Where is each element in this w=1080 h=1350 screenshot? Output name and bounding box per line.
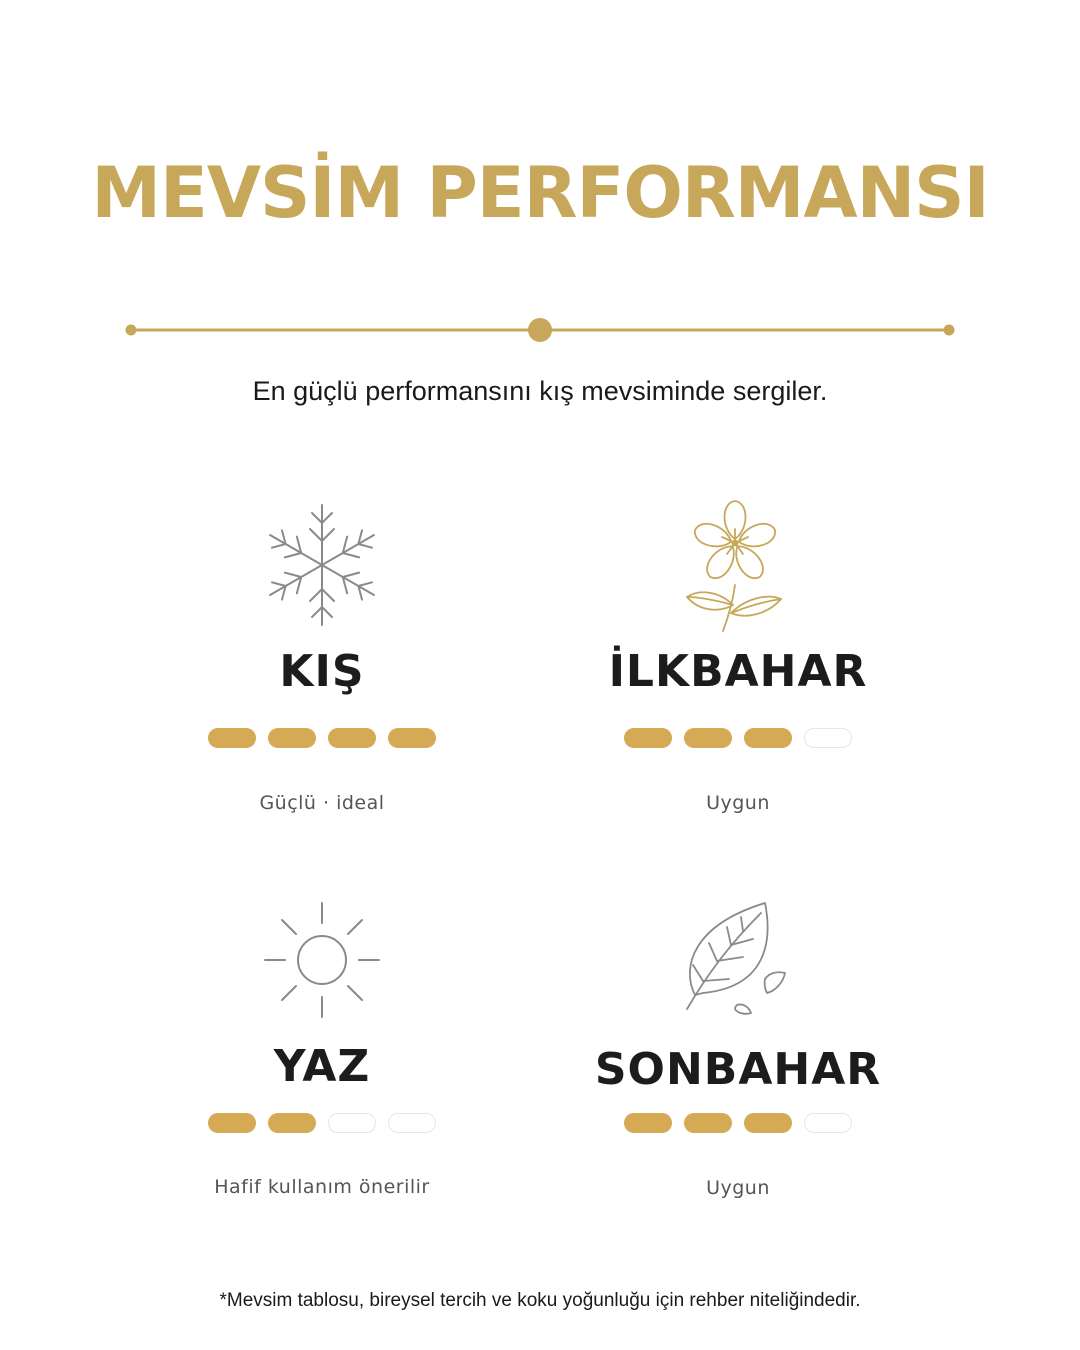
- rating-pill-empty: [328, 1113, 376, 1133]
- sun-icon: [257, 895, 387, 1025]
- rating-pill-empty: [804, 728, 852, 748]
- rating-pill-filled: [684, 728, 732, 748]
- season-rating: [578, 1113, 898, 1133]
- rating-pill-filled: [268, 1113, 316, 1133]
- season-rating: [162, 1113, 482, 1133]
- rating-pill-filled: [328, 728, 376, 748]
- season-card-spring: [578, 495, 898, 830]
- flower-icon: [683, 495, 793, 635]
- leaf-icon: [673, 895, 803, 1030]
- season-description: Güçlü · ideal: [259, 792, 385, 814]
- season-card-summer: [162, 895, 482, 1205]
- rating-pill-filled: [624, 728, 672, 748]
- page-subtitle: En güçlü performansını kış mevsiminde sergiler.: [252, 376, 828, 406]
- season-description: Uygun: [706, 1177, 770, 1199]
- rating-pill-filled: [744, 1113, 792, 1133]
- season-description: Hafif kullanım önerilir: [214, 1176, 430, 1198]
- rating-pill-empty: [388, 1113, 436, 1133]
- season-rating: [162, 728, 482, 748]
- rating-pill-filled: [208, 728, 256, 748]
- season-card-winter: [162, 500, 482, 830]
- snowflake-icon: [257, 500, 387, 630]
- rating-pill-empty: [804, 1113, 852, 1133]
- season-name: YAZ: [273, 1041, 371, 1092]
- season-name: SONBAHAR: [594, 1044, 882, 1095]
- season-description: Uygun: [706, 792, 770, 814]
- rating-pill-filled: [684, 1113, 732, 1133]
- rating-pill-filled: [268, 728, 316, 748]
- rating-pill-filled: [624, 1113, 672, 1133]
- season-name: İLKBAHAR: [608, 646, 868, 697]
- season-card-autumn: [578, 895, 898, 1205]
- season-name: KIŞ: [279, 646, 365, 697]
- rating-pill-filled: [744, 728, 792, 748]
- rating-pill-filled: [388, 728, 436, 748]
- ornamental-divider: [120, 312, 960, 352]
- page-title: MEVSİM PERFORMANSI: [91, 152, 989, 234]
- footnote: *Mevsim tablosu, bireysel tercih ve koku yoğunluğu için rehber niteliğindedir.: [219, 1290, 861, 1311]
- season-rating: [578, 728, 898, 748]
- rating-pill-filled: [208, 1113, 256, 1133]
